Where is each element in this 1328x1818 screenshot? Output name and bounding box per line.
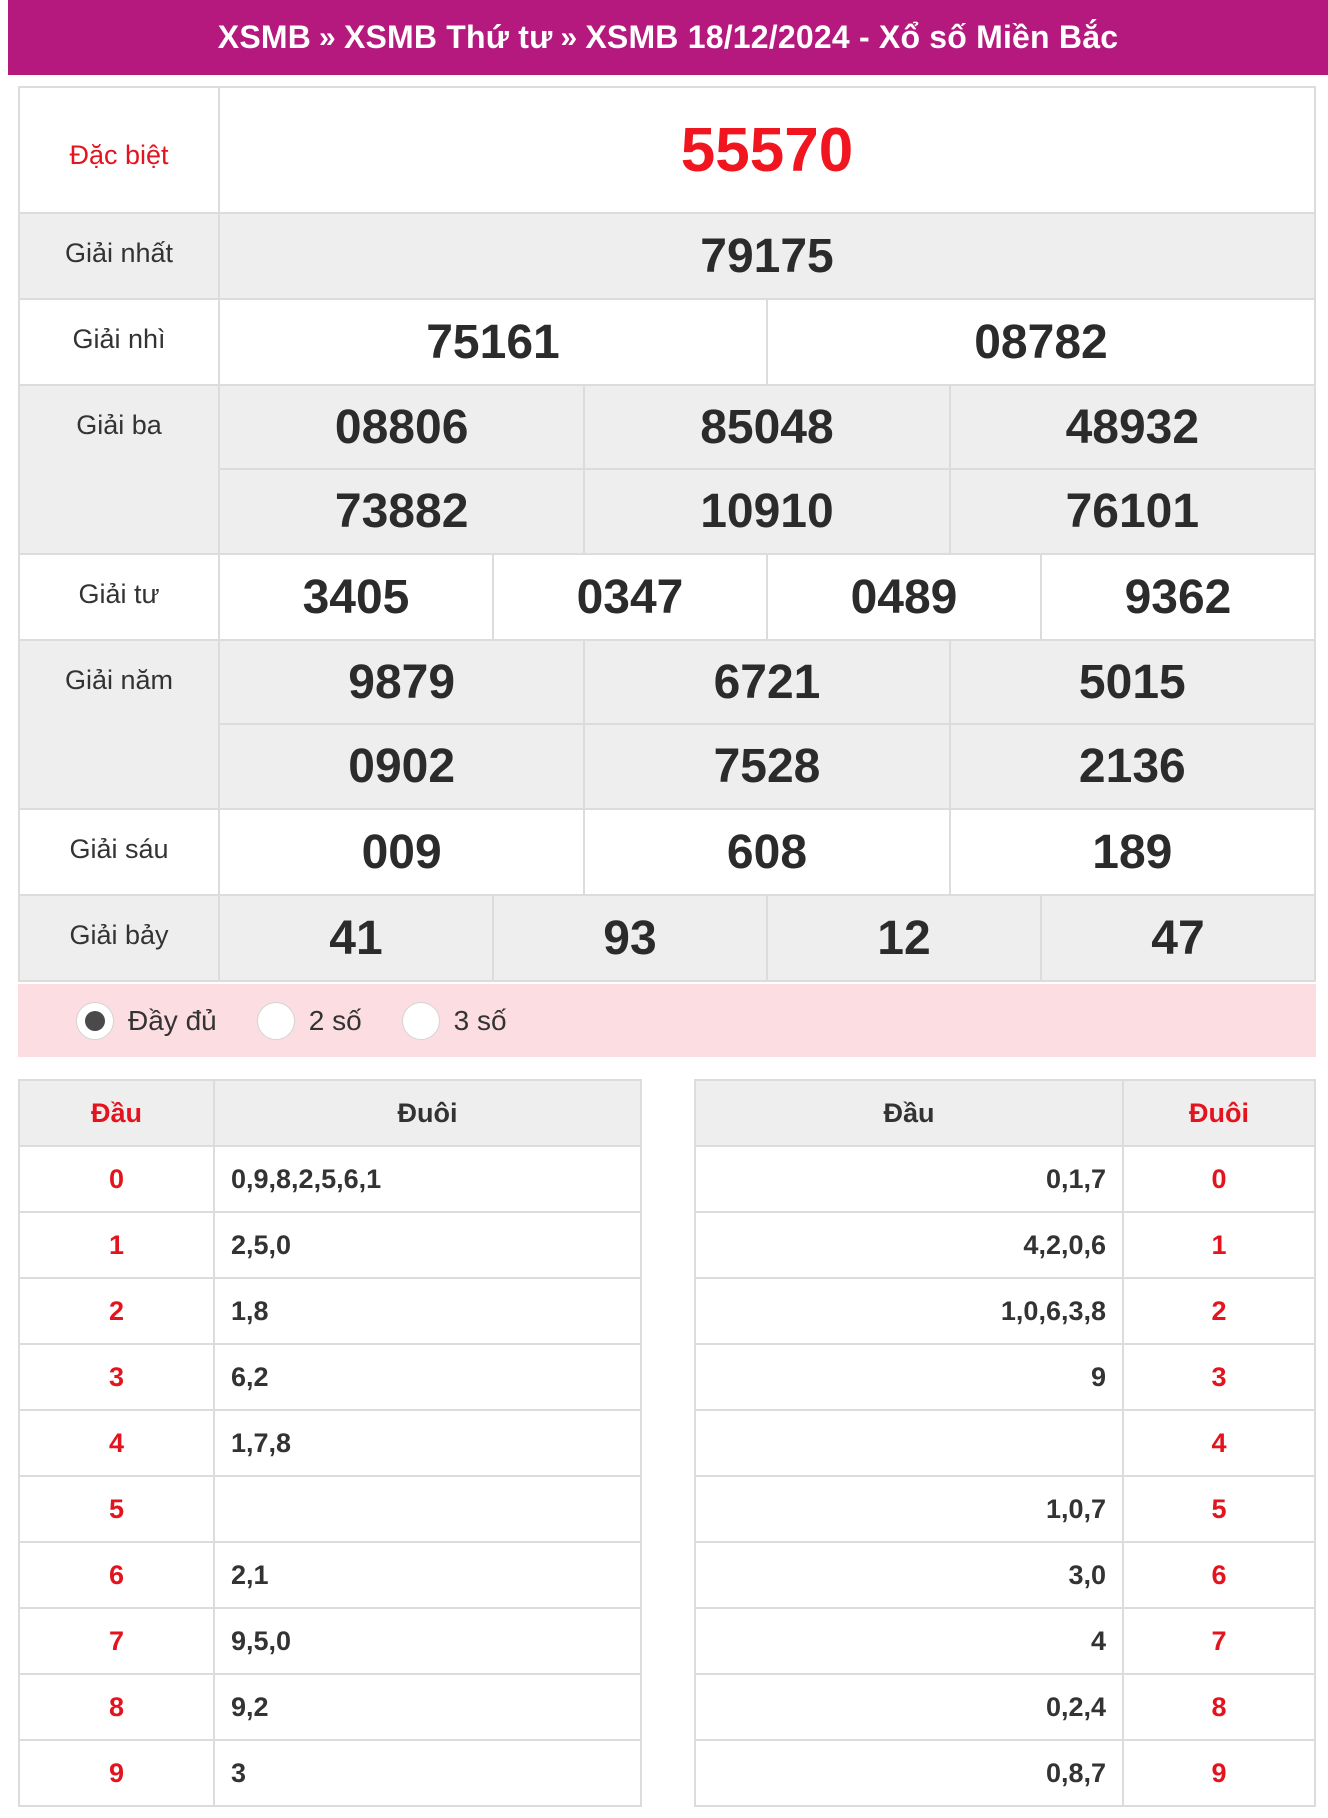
prize-row-fifth bbox=[19, 640, 1315, 724]
prize-number-sixth: 189 bbox=[950, 809, 1315, 895]
prize-number-third: 08806 bbox=[219, 385, 584, 469]
table-row bbox=[19, 1344, 641, 1410]
table-row bbox=[695, 1608, 1315, 1674]
values-cell: 0,2,4 bbox=[695, 1674, 1123, 1740]
table-row bbox=[695, 1674, 1315, 1740]
breadcrumb-separator: » bbox=[319, 20, 336, 54]
digit-cell: 6 bbox=[19, 1542, 214, 1608]
prize-label-fourth: Giải tư bbox=[19, 554, 219, 640]
prize-number-first: 79175 bbox=[219, 213, 1315, 299]
breadcrumb-current: XSMB 18/12/2024 - Xổ số Miền Bắc bbox=[585, 19, 1119, 55]
prize-number-sixth: 009 bbox=[219, 809, 584, 895]
radio-2-digits[interactable] bbox=[257, 1002, 362, 1040]
prize-number-fifth: 0902 bbox=[219, 724, 584, 809]
prize-row-first bbox=[19, 213, 1315, 299]
prize-number-third: 76101 bbox=[950, 469, 1315, 554]
prize-label-seventh: Giải bảy bbox=[19, 895, 219, 981]
radio-3-digits[interactable] bbox=[402, 1002, 507, 1040]
digit-cell: 0 bbox=[1123, 1146, 1315, 1212]
prize-number-fifth: 6721 bbox=[584, 640, 949, 724]
values-cell: 0,1,7 bbox=[695, 1146, 1123, 1212]
digit-cell: 4 bbox=[19, 1410, 214, 1476]
table-row bbox=[19, 1410, 641, 1476]
prize-number-seventh: 47 bbox=[1041, 895, 1315, 981]
digit-cell: 8 bbox=[19, 1674, 214, 1740]
digit-cell: 2 bbox=[1123, 1278, 1315, 1344]
breadcrumb-xsmb-weekday[interactable]: XSMB Thứ tư bbox=[343, 19, 553, 55]
digit-cell: 8 bbox=[1123, 1674, 1315, 1740]
table-row bbox=[19, 1740, 641, 1806]
radio-label-3-digits: 3 số bbox=[453, 1004, 507, 1036]
values-cell: 3,0 bbox=[695, 1542, 1123, 1608]
column-header-head: Đầu bbox=[19, 1080, 214, 1146]
column-header-tail: Đuôi bbox=[1123, 1080, 1315, 1146]
prize-number-seventh: 93 bbox=[493, 895, 767, 981]
prize-row-seventh bbox=[19, 895, 1315, 981]
table-row bbox=[19, 1212, 641, 1278]
digit-cell: 0 bbox=[19, 1146, 214, 1212]
digit-cell: 1 bbox=[1123, 1212, 1315, 1278]
loto-tail-table bbox=[694, 1079, 1316, 1807]
prize-label-special: Đặc biệt bbox=[19, 87, 219, 213]
table-row bbox=[19, 1476, 641, 1542]
digit-cell: 3 bbox=[1123, 1344, 1315, 1410]
digit-cell: 9 bbox=[1123, 1740, 1315, 1806]
values-cell: 0,8,7 bbox=[695, 1740, 1123, 1806]
table-row bbox=[19, 1674, 641, 1740]
prize-number-fourth: 3405 bbox=[219, 554, 493, 640]
radio-full[interactable] bbox=[76, 1002, 217, 1040]
table-header-row bbox=[19, 1080, 641, 1146]
column-header-head: Đầu bbox=[695, 1080, 1123, 1146]
prize-label-second: Giải nhì bbox=[19, 299, 219, 385]
table-row bbox=[695, 1542, 1315, 1608]
radio-unselected-icon[interactable] bbox=[402, 1002, 440, 1040]
radio-unselected-icon[interactable] bbox=[257, 1002, 295, 1040]
radio-dot-icon bbox=[85, 1011, 105, 1031]
digit-cell: 4 bbox=[1123, 1410, 1315, 1476]
values-cell: 1,7,8 bbox=[214, 1410, 641, 1476]
values-cell: 4 bbox=[695, 1608, 1123, 1674]
values-cell: 2,5,0 bbox=[214, 1212, 641, 1278]
table-row bbox=[695, 1344, 1315, 1410]
breadcrumb-separator: » bbox=[560, 20, 578, 54]
table-row bbox=[19, 1278, 641, 1344]
values-cell: 1,8 bbox=[214, 1278, 641, 1344]
prize-number-fourth: 0489 bbox=[767, 554, 1041, 640]
prize-number-third: 73882 bbox=[219, 469, 584, 554]
prize-number-fifth: 5015 bbox=[950, 640, 1315, 724]
table-header-row bbox=[695, 1080, 1315, 1146]
table-row bbox=[19, 1608, 641, 1674]
values-cell: 0,9,8,2,5,6,1 bbox=[214, 1146, 641, 1212]
table-row bbox=[695, 1212, 1315, 1278]
values-cell: 6,2 bbox=[214, 1344, 641, 1410]
breadcrumb-xsmb[interactable]: XSMB bbox=[217, 19, 312, 55]
digit-cell: 6 bbox=[1123, 1542, 1315, 1608]
column-header-tail: Đuôi bbox=[214, 1080, 641, 1146]
prize-number-third: 48932 bbox=[950, 385, 1315, 469]
values-cell: 2,1 bbox=[214, 1542, 641, 1608]
prize-number-second: 08782 bbox=[767, 299, 1315, 385]
prize-row-sixth bbox=[19, 809, 1315, 895]
values-cell: 4,2,0,6 bbox=[695, 1212, 1123, 1278]
prize-number-fourth: 9362 bbox=[1041, 554, 1315, 640]
values-cell bbox=[214, 1476, 641, 1542]
table-row bbox=[695, 1410, 1315, 1476]
prize-number-third: 10910 bbox=[584, 469, 949, 554]
prize-label-sixth: Giải sáu bbox=[19, 809, 219, 895]
values-cell: 9 bbox=[695, 1344, 1123, 1410]
radio-label-full: Đầy đủ bbox=[128, 1004, 217, 1036]
digit-cell: 9 bbox=[19, 1740, 214, 1806]
digit-cell: 3 bbox=[19, 1344, 214, 1410]
table-row bbox=[19, 1542, 641, 1608]
loto-head-table bbox=[18, 1079, 642, 1807]
values-cell: 9,5,0 bbox=[214, 1608, 641, 1674]
prize-label-first: Giải nhất bbox=[19, 213, 219, 299]
prize-number-second: 75161 bbox=[219, 299, 767, 385]
table-row bbox=[695, 1278, 1315, 1344]
prize-row-fourth bbox=[19, 554, 1315, 640]
prize-row-second bbox=[19, 299, 1315, 385]
digit-cell: 7 bbox=[1123, 1608, 1315, 1674]
prize-number-fifth: 2136 bbox=[950, 724, 1315, 809]
radio-selected-icon[interactable] bbox=[76, 1002, 114, 1040]
digit-cell: 7 bbox=[19, 1608, 214, 1674]
values-cell: 1,0,7 bbox=[695, 1476, 1123, 1542]
digit-cell: 2 bbox=[19, 1278, 214, 1344]
table-row bbox=[695, 1740, 1315, 1806]
prize-number-fourth: 0347 bbox=[493, 554, 767, 640]
table-row bbox=[19, 1146, 641, 1212]
radio-label-2-digits: 2 số bbox=[308, 1004, 362, 1036]
results-table bbox=[18, 86, 1316, 982]
values-cell bbox=[695, 1410, 1123, 1476]
prize-number-third: 85048 bbox=[584, 385, 949, 469]
values-cell: 1,0,6,3,8 bbox=[695, 1278, 1123, 1344]
prize-number-seventh: 12 bbox=[767, 895, 1041, 981]
values-cell: 3 bbox=[214, 1740, 641, 1806]
digit-cell: 5 bbox=[1123, 1476, 1315, 1542]
prize-number-special: 55570 bbox=[219, 87, 1315, 213]
prize-label-fifth: Giải năm bbox=[19, 640, 219, 809]
table-row bbox=[695, 1146, 1315, 1212]
prize-number-seventh: 41 bbox=[219, 895, 493, 981]
prize-number-fifth: 9879 bbox=[219, 640, 584, 724]
values-cell: 9,2 bbox=[214, 1674, 641, 1740]
prize-row-special bbox=[19, 87, 1315, 213]
prize-number-sixth: 608 bbox=[584, 809, 949, 895]
table-row bbox=[695, 1476, 1315, 1542]
page-header bbox=[8, 0, 1328, 75]
digit-cell: 1 bbox=[19, 1212, 214, 1278]
prize-number-fifth: 7528 bbox=[584, 724, 949, 809]
display-filter bbox=[18, 984, 1316, 1057]
digit-cell: 5 bbox=[19, 1476, 214, 1542]
prize-label-third: Giải ba bbox=[19, 385, 219, 554]
prize-row-third bbox=[19, 385, 1315, 469]
